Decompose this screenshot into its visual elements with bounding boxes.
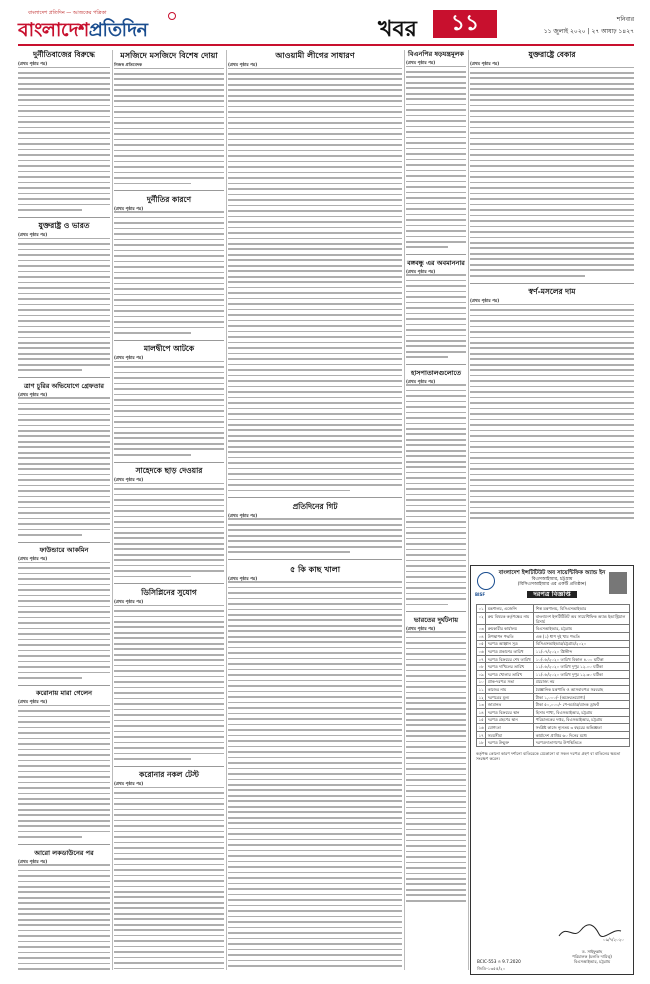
divider [114, 462, 224, 463]
divider [228, 497, 402, 498]
article[interactable] [18, 50, 110, 211]
signer-block [557, 949, 627, 964]
tender-row-number: ০৯ [478, 671, 484, 677]
article[interactable] [470, 287, 634, 520]
tender-row [477, 670, 630, 678]
article-headline[interactable]: ফাউন্ডারে আকমিন [39, 546, 89, 555]
signer-name: ড. সাইফুল্লাহ [581, 949, 603, 954]
tender-row-label: ক্রয় বিষয়ক কর্তৃপক্ষের নাম [486, 612, 534, 625]
tender-row-value: ১১/০৮/২০২০ তারিখ দুপুর ১২.০০ ঘটিকা [534, 663, 630, 671]
column-5 [470, 50, 634, 520]
article-dateline: (প্রথম পৃষ্ঠার পর) [18, 556, 48, 562]
column-rule [112, 50, 113, 970]
article-dateline: (প্রথম পৃষ্ঠার পর) [406, 625, 436, 631]
article-headline[interactable]: আওয়ামী লীগের সাধারণ [275, 50, 355, 60]
tender-row-value: পরিচালকের দপ্তর, বিএসআইআর, চট্টগ্রাম [534, 716, 630, 724]
article[interactable] [18, 221, 110, 371]
tender-row-number: ১৩ [478, 702, 484, 708]
divider [18, 542, 110, 543]
article[interactable] [114, 770, 224, 970]
masthead-rule [18, 44, 634, 46]
tender-row [477, 640, 630, 648]
article-dateline: (প্রথম পৃষ্ঠার পর) [114, 355, 144, 361]
column-1 [18, 50, 110, 970]
tender-row-number: ১৪ [478, 709, 484, 715]
tender-row [477, 625, 630, 633]
tender-advertisement[interactable] [470, 565, 634, 975]
issue-date: ১১ জুলাই ২০২০ | ২৭ আষাঢ় ১৪২৭ [543, 28, 634, 35]
tender-row-label: কাজের নাম [486, 686, 534, 694]
article-dateline: (প্রথম পৃষ্ঠার পর) [406, 378, 436, 384]
ad-reference-2: জিডি-১৩৫৫/২০ [477, 965, 506, 971]
tender-row [477, 612, 630, 625]
tender-row-value: শিল্প মন্ত্রণালয়, বিসিএসআইআর [534, 605, 630, 613]
article-body [228, 581, 402, 970]
article-headline[interactable]: ত্রাণ চুরির অভিযোগে গ্রেফতার [24, 381, 104, 390]
article-body [406, 66, 466, 249]
ad-header [471, 566, 633, 600]
tender-row [477, 648, 630, 656]
tender-row-value: ১০/০৮/২০২০ তারিখ বিকাল ৪.০০ ঘটিকা [534, 655, 630, 663]
article[interactable] [114, 588, 224, 760]
article[interactable] [406, 259, 466, 358]
institute-logo-text: BISF [475, 592, 486, 597]
tender-row [477, 716, 630, 724]
article-body [18, 705, 110, 838]
tender-row-label: দরপত্র গ্রহণের স্থান [486, 716, 534, 724]
tender-row-label: দরপত্র দাখিলের তারিখ [486, 663, 534, 671]
issue-weekday: শনিবার [616, 16, 634, 23]
article[interactable] [114, 50, 224, 184]
article-body [470, 304, 634, 520]
article-body [114, 483, 224, 578]
tender-row-value: বিএসআইআর, চট্টগ্রাম [534, 625, 630, 633]
tender-row-label: প্রাক-দরপত্র সভা [486, 678, 534, 686]
tender-table [476, 604, 630, 747]
signature-date: ০৯/৭/২০২০ [603, 937, 624, 942]
tender-row [477, 686, 630, 694]
article-headline[interactable]: দুর্নীতির কারণে [146, 194, 192, 204]
column-rule [468, 50, 469, 970]
article-byline: নিজস্ব প্রতিবেদক [114, 62, 143, 67]
column-2 [114, 50, 224, 970]
tender-row-value: ১১/০৮/২০২০ তারিখ দুপুর ১২.৩০ ঘটিকা [534, 670, 630, 678]
tender-row-number: ১০ [478, 679, 484, 685]
article-dateline: (প্রথম পৃষ্ঠার পর) [114, 781, 144, 787]
article-body [228, 68, 402, 492]
tender-row-label: দরপত্রের মূল্য [486, 693, 534, 701]
article-body [18, 397, 110, 536]
article[interactable] [18, 382, 110, 536]
article-headline[interactable]: দুর্নীতিবাজের বিরুদ্ধে [33, 50, 95, 59]
article-body [18, 562, 110, 679]
article-dateline: (প্রথম পৃষ্ঠার পর) [18, 232, 48, 238]
column-3 [228, 50, 402, 970]
article-body [406, 384, 466, 605]
article-body [114, 787, 224, 970]
tender-row-value: টাকা ৫০,০০০/- পে-অর্ডার/ব্যাংক ড্রাফট [534, 701, 630, 709]
article-dateline: (প্রথম পৃষ্ঠার পর) [228, 62, 258, 67]
page-number: ১১ [433, 10, 497, 38]
signer-title: পরিচালক (চলতি দায়িত্ব) [572, 954, 612, 959]
section-label: খবর [378, 16, 417, 42]
article[interactable] [406, 369, 466, 605]
tender-row-number: ১৬ [478, 724, 484, 730]
article-headline[interactable]: সাহেদকে ছাড় দেওয়ার [135, 466, 203, 476]
tender-row [477, 605, 630, 613]
tender-row-label: জামানত [486, 701, 534, 709]
article-headline[interactable]: যুক্তরাষ্ট্র ও ভারত [38, 221, 90, 231]
tender-row [477, 693, 630, 701]
ad-organization: বাংলাদেশ ইন্সটিটিউট অব সায়েন্টিফিক অ্যান্ড ইন [498, 570, 606, 576]
article-dateline: (প্রথম পৃষ্ঠার পর) [406, 60, 436, 65]
article[interactable] [114, 344, 224, 455]
article-dateline: (প্রথম পৃষ্ঠার পর) [114, 599, 144, 605]
newspaper-logo[interactable] [18, 10, 208, 40]
tender-row-number: ০৭ [478, 656, 484, 662]
article-headline[interactable]: ডিসিপ্লিনের সুযোগ [141, 588, 197, 598]
article-dateline: (প্রথম পৃষ্ঠার পর) [470, 298, 500, 304]
divider [228, 559, 402, 560]
tender-row [477, 701, 630, 709]
article-body [406, 631, 466, 901]
tender-row [477, 678, 630, 686]
tender-row-value: বাংলাদেশ ইন্সটিটিউট অব সায়েন্টিফিক অ্যান্ড ইন্ডাস্ট্রিয়াল রিসার্চ [534, 612, 630, 625]
tender-row-number: ০২ [477, 612, 486, 625]
article-body [114, 361, 224, 456]
divider [18, 685, 110, 686]
logo-tagline: বাংলাদেশ প্রতিদিন — আজকের পত্রিকা [28, 10, 107, 16]
tender-row-number: ১৭ [478, 732, 484, 738]
article-headline[interactable]: মালদ্বীপে আটকে [143, 344, 195, 354]
article-dateline: (প্রথম পৃষ্ঠার পর) [114, 205, 144, 211]
divider [114, 340, 224, 341]
article-headline[interactable]: যুক্তরাষ্ট্রে বেকার [528, 50, 576, 59]
tender-row [477, 739, 630, 747]
tender-row-value: বৈজ্ঞানিক যন্ত্রপাতি ও আসবাবপত্র সরবরাহ [534, 686, 630, 694]
signature [555, 922, 625, 942]
article[interactable] [18, 849, 110, 970]
ad-note: কর্তৃপক্ষ কোনো কারণ দর্শানো ব্যতিরেকে যেকোনো বা সকল দরপত্র গ্রহণ বা বাতিলের ক্ষমতা সংরক্ষণ করেন। [476, 750, 621, 762]
article-dateline: (প্রথম পৃষ্ঠার পর) [114, 477, 144, 483]
article[interactable] [406, 616, 466, 902]
column-rule [404, 50, 405, 970]
divider [406, 364, 466, 365]
tender-row [477, 633, 630, 641]
article-body [18, 238, 110, 371]
tender-row-label: যোগ্যতা [486, 724, 534, 732]
article-headline[interactable]: বঙ্গবন্ধু এর অবমাননার [407, 258, 465, 267]
article[interactable] [114, 466, 224, 577]
article-headline[interactable]: হাসপাতালগুলোতে [410, 368, 462, 377]
divider [114, 766, 224, 767]
logo-part-2: প্রতিদিন [88, 19, 148, 41]
article-headline[interactable]: বিএনপির ষড়যন্ত্রমূলক [408, 50, 464, 58]
article-body [18, 864, 110, 970]
tender-row-label: দরপত্র বিক্রয়ের শেষ তারিখ [486, 655, 534, 663]
article-body [406, 274, 466, 358]
tender-row-label: মন্ত্রণালয়, এজেন্সি [486, 605, 534, 613]
logo-mark-icon [168, 12, 176, 20]
masthead [18, 8, 634, 44]
article-dateline: (প্রথম পৃষ্ঠার পর) [470, 61, 500, 66]
tender-row-label: দরপত্র বিক্রয়ের স্থান [486, 708, 534, 716]
article-body [114, 68, 224, 185]
tender-row-value: ১১/০৭/২০২০ খ্রিস্টাব্দ [534, 648, 630, 656]
ad-reference: BCIC-553 ও 9.7.2020 [477, 958, 521, 964]
article-dateline: (প্রথম পৃষ্ঠার পর) [228, 575, 258, 581]
article-dateline: (প্রথম পৃষ্ঠার পর) [18, 391, 48, 397]
tender-row-label: দরপত্র আহ্বান সূত্র [486, 640, 534, 648]
tender-row-label: সময়সীমা [486, 731, 534, 739]
tender-row-number: ১২ [478, 694, 484, 700]
article[interactable] [228, 502, 402, 553]
tender-row [477, 663, 630, 671]
article-dateline: (প্রথম পৃষ্ঠার পর) [18, 858, 48, 864]
article[interactable] [228, 50, 402, 491]
divider [470, 283, 634, 284]
article-headline[interactable]: করোনায় মারা গেলেন [36, 689, 92, 698]
tender-row-value: দরপত্রদাতাগণের উপস্থিতিতে [534, 739, 630, 747]
tender-row-value: প্রযোজ্য নয় [534, 678, 630, 686]
divider [18, 844, 110, 845]
tender-row-number: ০৫ [478, 641, 484, 647]
tender-row-number: ১৫ [478, 717, 484, 723]
article[interactable] [470, 50, 634, 277]
article[interactable] [18, 546, 110, 678]
tender-row-value: বিসিএসআইআর/চট্টগ্রাম/২০২০ [534, 640, 630, 648]
article-headline[interactable]: প্রতিদিনের গিট [292, 501, 338, 511]
ad-title: দরপত্র বিজ্ঞপ্তি [527, 591, 576, 598]
tender-row-number: ০৩ [478, 626, 484, 632]
column-4 [406, 50, 466, 970]
tender-row [477, 731, 630, 739]
article-headline[interactable]: স্বর্ণ-মসলের দাম [528, 287, 576, 297]
tender-row-value: টাকা ১,০০০/- (অফেরতযোগ্য) [534, 693, 630, 701]
tender-row [477, 724, 630, 732]
tender-row-number: ০৬ [478, 648, 484, 654]
ad-organization-sub: বিএসআইআর, চট্টগ্রাম [531, 577, 573, 582]
divider [114, 190, 224, 191]
tender-row-number: ১১ [478, 686, 484, 692]
article-body [470, 67, 634, 277]
article-headline[interactable]: করোনার নকল টেস্ট [139, 770, 199, 780]
column-rule [226, 50, 227, 970]
article-dateline: (প্রথম পৃষ্ঠার পর) [18, 61, 48, 66]
article-dateline: (প্রথম পৃষ্ঠার পর) [18, 699, 48, 705]
tender-row [477, 708, 630, 716]
article-dateline: (প্রথম পৃষ্ঠার পর) [406, 268, 436, 274]
signer-org: বিএসআইআর, চট্টগ্রাম [573, 959, 611, 964]
article-body [228, 518, 402, 553]
article-body [114, 605, 224, 760]
tender-row-label: ক্রয়কারীর কার্যালয় [486, 625, 534, 633]
divider [18, 217, 110, 218]
tender-row-label: উপস্থাপন পদ্ধতি [486, 633, 534, 641]
divider [406, 254, 466, 255]
article[interactable] [18, 689, 110, 838]
ad-organization-sub2: (বিসিএসআইআর এর একটি প্রতিষ্ঠান) [517, 582, 587, 588]
article-headline[interactable]: ৫ কি কাছ খালা [289, 563, 341, 574]
article-headline[interactable]: ভারতের দুর্ঘটনায় [413, 615, 459, 624]
tender-row-value: হিসাব শাখা, বিএসআইআর, চট্টগ্রাম [534, 708, 630, 716]
tender-row-number: ১৮ [478, 740, 484, 746]
tender-row-value: এক (১) ধাপ দুই খাম পদ্ধতি [534, 633, 630, 641]
article[interactable] [406, 50, 466, 248]
tender-row-value: কার্যাদেশ প্রাপ্তির ৬০ দিনের মধ্যে [534, 731, 630, 739]
tender-row-label: দরপত্র উন্মুক্ত [486, 739, 534, 747]
logo-part-1: বাংলাদেশ [18, 19, 89, 41]
divider [18, 377, 110, 378]
article-headline[interactable]: মসজিদে মসজিদে বিশেষ দোয়া [120, 50, 218, 60]
divider [406, 611, 466, 612]
article[interactable] [114, 195, 224, 334]
tender-row-number: ০৪ [478, 633, 484, 639]
tender-row-number: ০৮ [478, 664, 484, 670]
tender-row-label: দরপত্র খোলার তারিখ [486, 670, 534, 678]
tender-row-label: দরপত্র প্রকাশের তারিখ [486, 648, 534, 656]
article-dateline: (প্রথম পৃষ্ঠার পর) [228, 512, 258, 518]
tender-row-value: সংশ্লিষ্ট কাজে ন্যূনতম ৩ বছরের অভিজ্ঞতা [534, 724, 630, 732]
article-body [114, 211, 224, 333]
article[interactable] [228, 564, 402, 970]
tender-row-number: ০১ [478, 606, 484, 612]
tender-row [477, 655, 630, 663]
divider [114, 583, 224, 584]
article-headline[interactable]: আরো লকডাউনের পর [34, 848, 94, 857]
article-body [18, 67, 110, 211]
